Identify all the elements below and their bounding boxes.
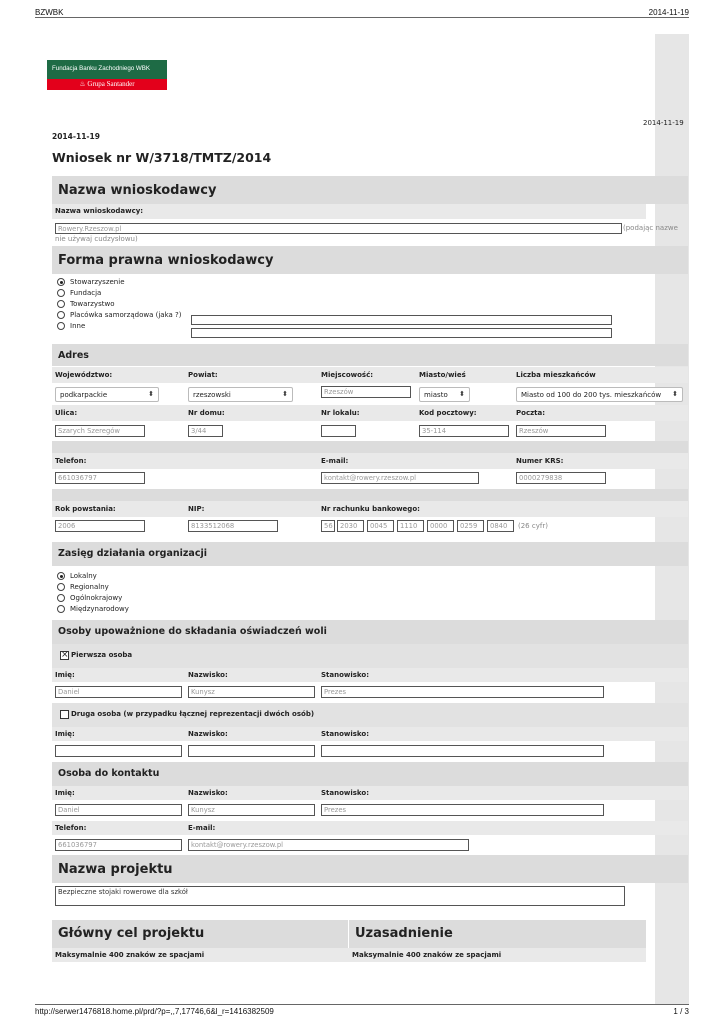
kod-input[interactable]: 35-114 <box>419 425 509 437</box>
legal-option-1: Fundacja <box>70 289 102 297</box>
select-arrows-icon: ⬍ <box>148 390 154 398</box>
cp-nazwisko-input[interactable]: Kunysz <box>188 804 315 816</box>
second-nazwisko-label: Nazwisko: <box>188 730 228 738</box>
account-part-1[interactable]: 2030 <box>337 520 364 532</box>
spacer-band-2 <box>52 489 688 501</box>
second-imie-input[interactable] <box>55 745 182 757</box>
label-nr-domu: Nr domu: <box>188 409 225 417</box>
print-header-title: BZWBK <box>35 8 64 17</box>
second-person-label-row <box>52 727 688 741</box>
account-part-6[interactable]: 0840 <box>487 520 514 532</box>
first-imie-input[interactable]: Daniel <box>55 686 182 698</box>
label-krs: Numer KRS: <box>516 457 564 465</box>
applicant-heading: Nazwa wnioskodawcy <box>58 183 217 198</box>
label-wojewodztwo: Województwo: <box>55 371 113 379</box>
first-nazwisko-input[interactable]: Kunysz <box>188 686 315 698</box>
cp-stanowisko-input[interactable]: Prezes <box>321 804 604 816</box>
label-email: E-mail: <box>321 457 349 465</box>
request-date: 2014-11-19 <box>52 132 100 141</box>
ulica-input[interactable]: Szarych Szeregów <box>55 425 145 437</box>
first-stanowisko-input[interactable]: Prezes <box>321 686 604 698</box>
legal-form-heading: Forma prawna wnioskodawcy <box>58 253 274 268</box>
legal-option-4: Inne <box>70 322 86 330</box>
footer-page-number: 1 / 3 <box>673 1007 689 1016</box>
account-part-3[interactable]: 1110 <box>397 520 424 532</box>
logo-green-band: Fundacja Banku Zachodniego WBK <box>47 60 167 79</box>
second-stanowisko-input[interactable] <box>321 745 604 757</box>
applicant-hint-1: (podając nazwe <box>623 224 678 232</box>
scope-option-0: Lokalny <box>70 572 97 580</box>
scope-heading: Zasięg działania organizacji <box>58 548 207 559</box>
select-arrows-icon: ⬍ <box>672 390 678 398</box>
legal-option-3: Placówka samorządowa (jaka ?) <box>70 311 182 319</box>
legal-option-0: Stowarzyszenie <box>70 278 125 286</box>
first-imie-label: Imię: <box>55 671 75 679</box>
contact-person-heading: Osoba do kontaktu <box>58 768 160 779</box>
second-imie-label: Imię: <box>55 730 75 738</box>
scope-radio-0[interactable] <box>57 572 65 580</box>
contact-person-label-row-2 <box>52 821 688 835</box>
contact-label-row <box>52 453 688 469</box>
first-person-label: Pierwsza osoba <box>71 651 133 659</box>
cp-imie-input[interactable]: Daniel <box>55 804 182 816</box>
santander-flame-icon: ♨ <box>79 80 86 88</box>
label-miejscowosc: Miejscowość: <box>321 371 374 379</box>
label-rok: Rok powstania: <box>55 505 116 513</box>
rok-input[interactable]: 2006 <box>55 520 145 532</box>
legal-radio-3[interactable] <box>57 311 65 319</box>
label-kod: Kod pocztowy: <box>419 409 477 417</box>
first-person-label-row <box>52 668 688 682</box>
page-title: Wniosek nr W/3718/TMTZ/2014 <box>52 150 272 165</box>
nip-input[interactable]: 8133512068 <box>188 520 278 532</box>
print-footer <box>0 1005 724 1024</box>
label-powiat: Powiat: <box>188 371 218 379</box>
first-stanowisko-label: Stanowisko: <box>321 671 370 679</box>
powiat-value: rzeszowski <box>193 391 231 399</box>
legal-inne-input[interactable] <box>191 328 612 338</box>
miasto-value: miasto <box>424 391 448 399</box>
cp-imie-label: Imię: <box>55 789 75 797</box>
cp-stanowisko-label: Stanowisko: <box>321 789 370 797</box>
powiat-select[interactable] <box>188 387 293 402</box>
legal-radio-2[interactable] <box>57 300 65 308</box>
legal-other-input[interactable] <box>191 315 612 325</box>
first-person-band <box>52 644 688 668</box>
contact-person-label-row <box>52 786 688 800</box>
label-konto: Nr rachunku bankowego: <box>321 505 420 513</box>
mieszkancy-value: Miasto od 100 do 200 tys. mieszkańców <box>521 391 662 399</box>
select-arrows-icon: ⬍ <box>459 390 465 398</box>
poczta-input[interactable]: Rzeszów <box>516 425 606 437</box>
print-header <box>0 0 724 18</box>
select-arrows-icon: ⬍ <box>282 390 288 398</box>
krs-input[interactable]: 0000279838 <box>516 472 606 484</box>
authorized-heading: Osoby upoważnione do składania oświadczeń woli <box>58 626 327 637</box>
scope-option-1: Regionalny <box>70 583 109 591</box>
goal-limit: Maksymalnie 400 znaków ze spacjami <box>55 951 205 959</box>
address-heading: Adres <box>58 350 89 361</box>
miejscowosc-input[interactable]: Rzeszów <box>321 386 411 398</box>
second-person-checkbox[interactable] <box>60 710 69 719</box>
label-nr-lokalu: Nr lokalu: <box>321 409 360 417</box>
footer-url: http://serwer1476818.home.pl/prd/?p=,,7,17746,6&l_r=1416382509 <box>35 1007 274 1016</box>
label-miasto: Miasto/wieś <box>419 371 466 379</box>
account-hint: (26 cyfr) <box>518 522 548 530</box>
account-part-4[interactable]: 0000 <box>427 520 454 532</box>
wojewodztwo-value: podkarpackie <box>60 391 108 399</box>
first-nazwisko-label: Nazwisko: <box>188 671 228 679</box>
label-ulica: Ulica: <box>55 409 78 417</box>
label-poczta: Poczta: <box>516 409 546 417</box>
mieszkancy-select[interactable] <box>516 387 683 402</box>
logo-group-text: Grupa Santander <box>87 80 135 88</box>
project-name-input[interactable]: Bezpieczne stojaki rowerowe dla szkół <box>55 886 625 906</box>
spacer-band-1 <box>52 441 688 453</box>
second-person-label: Druga osoba (w przypadku łącznej reprezentacji dwóch osób) <box>71 710 315 718</box>
legal-radio-4[interactable] <box>57 322 65 330</box>
print-header-date: 2014-11-19 <box>648 8 689 17</box>
bank-foundation-logo <box>47 60 167 90</box>
cp-email-label: E-mail: <box>188 824 216 832</box>
legal-radio-1[interactable] <box>57 289 65 297</box>
scope-radio-1[interactable] <box>57 583 65 591</box>
label-mieszkancy: Liczba mieszkańców <box>516 371 596 379</box>
first-person-checkbox[interactable]: ⨯ <box>61 650 69 660</box>
applicant-name-input[interactable]: Rowery.Rzeszow.pl <box>55 223 622 234</box>
logo-red-band <box>47 79 167 90</box>
scope-option-3: Międzynarodowy <box>70 605 129 613</box>
scope-option-2: Ogólnokrajowy <box>70 594 123 602</box>
justification-heading: Uzasadnienie <box>355 926 453 941</box>
address-label-row-2 <box>52 405 688 421</box>
second-nazwisko-input[interactable] <box>188 745 315 757</box>
account-part-5[interactable]: 0259 <box>457 520 484 532</box>
section-band-address <box>52 344 688 366</box>
scope-radio-3[interactable] <box>57 605 65 613</box>
account-part-2[interactable]: 0045 <box>367 520 394 532</box>
telefon-input[interactable]: 661036797 <box>55 472 145 484</box>
cp-email-input[interactable]: kontakt@rowery.rzeszow.pl <box>188 839 469 851</box>
label-nip: NIP: <box>188 505 205 513</box>
miasto-select[interactable] <box>419 387 470 402</box>
second-stanowisko-label: Stanowisko: <box>321 730 370 738</box>
legal-option-2: Towarzystwo <box>70 300 115 308</box>
scope-radio-2[interactable] <box>57 594 65 602</box>
justification-limit: Maksymalnie 400 znaków ze spacjami <box>352 951 502 959</box>
legal-radio-0[interactable] <box>57 278 65 286</box>
applicant-hint-2: nie używaj cudzysłowu) <box>55 235 138 243</box>
nr-lokalu-input[interactable] <box>321 425 356 437</box>
cp-telefon-input[interactable]: 661036797 <box>55 839 182 851</box>
header-rule <box>35 17 689 18</box>
goal-heading: Główny cel projektu <box>58 926 205 941</box>
project-heading: Nazwa projektu <box>58 862 173 877</box>
label-telefon: Telefon: <box>55 457 87 465</box>
applicant-label: Nazwa wnioskodawcy: <box>55 207 144 215</box>
cp-nazwisko-label: Nazwisko: <box>188 789 228 797</box>
wojewodztwo-select[interactable] <box>55 387 159 402</box>
email-input[interactable]: kontakt@rowery.rzeszow.pl <box>321 472 479 484</box>
cp-telefon-label: Telefon: <box>55 824 87 832</box>
nr-domu-input[interactable]: 3/44 <box>188 425 223 437</box>
date-right: 2014-11-19 <box>643 119 684 127</box>
account-part-0[interactable]: 56 <box>321 520 335 532</box>
